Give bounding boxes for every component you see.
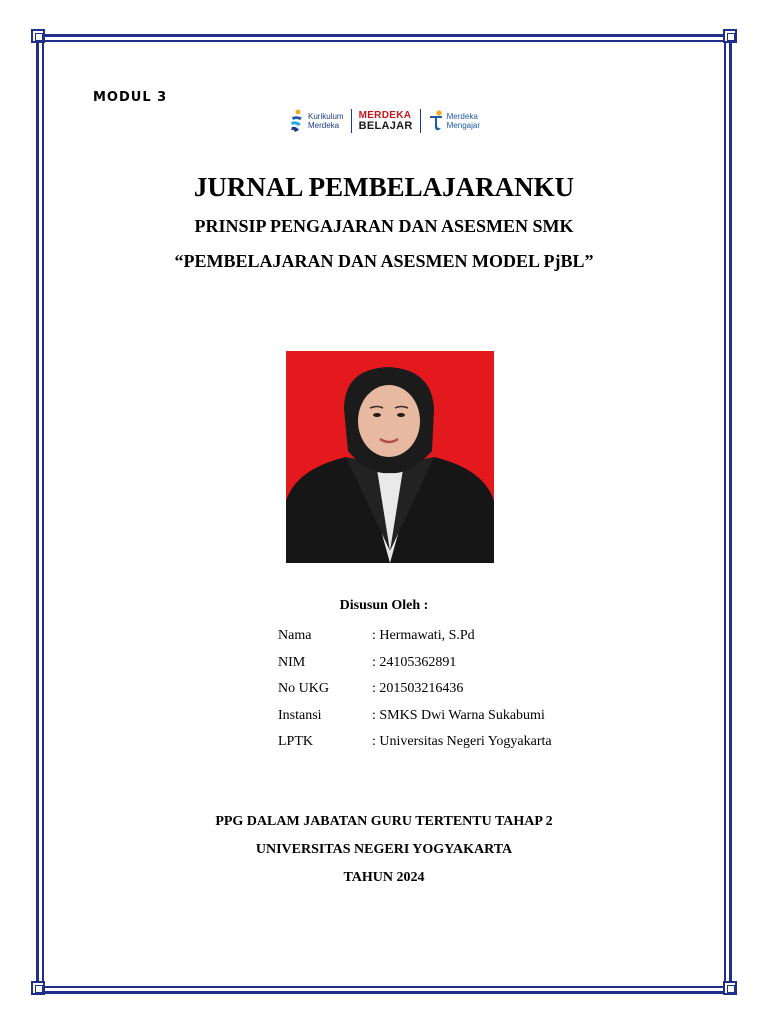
merdeka-mengajar-line2: Mengajar [446,121,480,130]
info-key: No UKG [278,681,329,697]
logo-bar [289,106,480,136]
info-key: NIM [278,654,306,670]
kurikulum-merdeka-logo [289,109,344,133]
merdeka-belajar-line2: BELAJAR [358,120,413,132]
merdeka-mengajar-icon [428,109,444,133]
author-info-list [278,623,552,756]
author-heading: Disusun Oleh : [339,598,429,613]
info-row-nama [278,623,552,650]
info-key: LPTK [278,734,313,750]
kurikulum-line2: Merdeka [308,121,340,130]
merdeka-mengajar-logo [428,109,480,133]
subtitle: PRINSIP PENGAJARAN DAN ASESMEN SMK [194,216,574,236]
info-value: : 24105362891 [372,654,457,670]
topic-title: “PEMBELAJARAN DAN ASESMEN MODEL PjBL” [174,251,594,271]
info-row-lptk [278,729,552,756]
footer-program: PPG DALAM JABATAN GURU TERTENTU TAHAP 2 [215,814,553,829]
merdeka-belajar-logo [359,111,413,131]
logo-separator [351,109,352,133]
info-row-instansi [278,703,552,730]
info-value: : Universitas Negeri Yogyakarta [372,734,552,750]
author-photo [286,351,494,563]
main-title: JURNAL PEMBELAJARANKU [193,172,575,202]
footer-year: TAHUN 2024 [343,870,425,885]
info-value: : 201503216436 [372,681,464,697]
kurikulum-merdeka-icon [289,109,305,133]
corner-ornament-top-left [31,29,45,43]
info-value: : SMKS Dwi Warna Sukabumi [372,707,545,723]
merdeka-mengajar-line1: Merdeka [446,112,478,121]
corner-ornament-top-right [723,29,737,43]
info-row-nim [278,650,552,677]
info-key: Nama [278,628,312,644]
logo-separator [420,109,421,133]
info-value: : Hermawati, S.Pd [372,628,475,644]
merdeka-belajar-line1: MERDEKA [358,110,412,121]
modul-label: MODUL 3 [93,90,168,105]
corner-ornament-bottom-left [31,981,45,995]
footer-university: UNIVERSITAS NEGERI YOGYAKARTA [255,842,513,857]
corner-ornament-bottom-right [723,981,737,995]
kurikulum-line1: Kurikulum [308,112,344,121]
info-row-no-ukg [278,676,552,703]
info-key: Instansi [278,707,322,723]
